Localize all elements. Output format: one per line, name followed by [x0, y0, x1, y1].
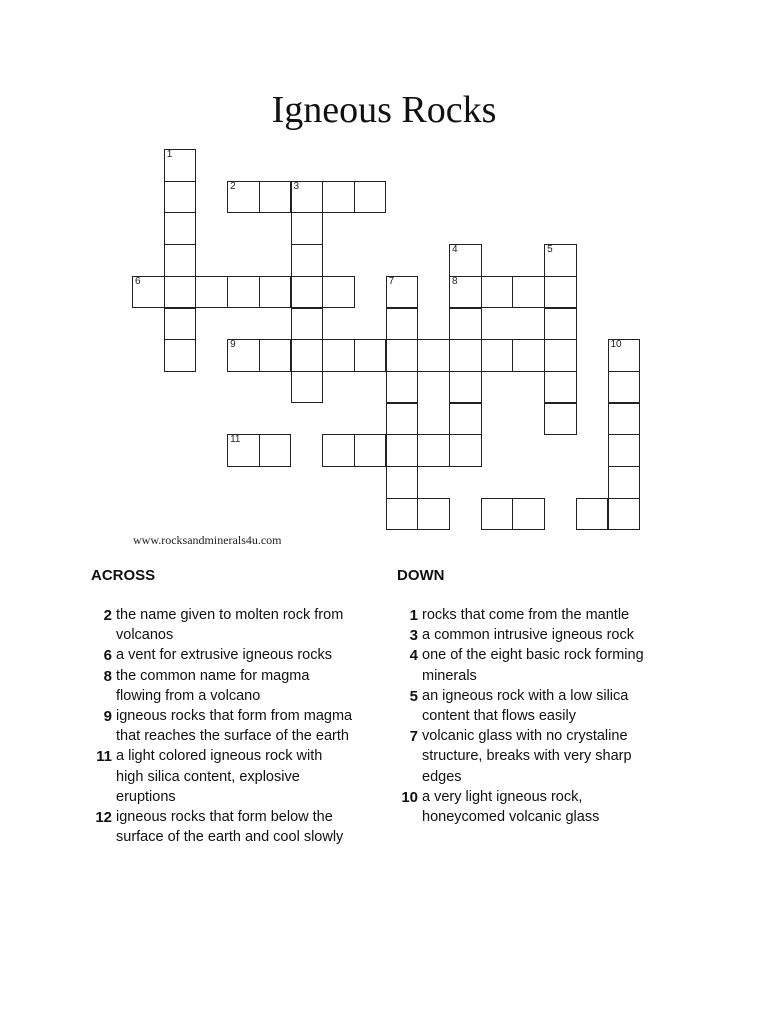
grid-cell[interactable]	[386, 371, 419, 404]
clue-number: 7	[409, 728, 418, 746]
grid-cell[interactable]	[354, 434, 387, 467]
grid-cell[interactable]	[322, 276, 355, 309]
clue-number: 4	[409, 647, 418, 665]
clue-text: eruptions	[116, 788, 176, 805]
grid-cell[interactable]	[322, 434, 355, 467]
clue-number: 9	[103, 708, 112, 726]
grid-cell[interactable]	[291, 181, 324, 214]
clue-text: an igneous rock with a low silica	[422, 687, 629, 704]
across-clue	[96, 746, 391, 807]
grid-cell[interactable]	[544, 276, 577, 309]
grid-cell[interactable]	[291, 371, 324, 404]
clue-text: edges	[422, 768, 462, 785]
clue-number: 10	[401, 788, 418, 806]
clue-number: 5	[409, 687, 418, 705]
grid-cell[interactable]	[449, 339, 482, 372]
grid-cell[interactable]	[576, 498, 609, 531]
clue-number: 3	[409, 627, 418, 645]
grid-cell[interactable]	[481, 498, 514, 531]
grid-cell[interactable]	[291, 276, 324, 309]
grid-cell-number: 11	[230, 434, 241, 446]
clue-text: igneous rocks that form from magma	[116, 708, 353, 725]
grid-cell[interactable]	[164, 276, 197, 309]
down-clue-list	[401, 605, 697, 827]
clue-number: 12	[95, 809, 112, 827]
grid-cell[interactable]	[291, 244, 324, 277]
clue-text: rocks that come from the mantle	[422, 607, 630, 623]
down-clue	[409, 645, 697, 685]
grid-cell[interactable]	[164, 339, 197, 372]
clue-text: igneous rocks that form below the	[116, 809, 333, 826]
clue-text: volcanos	[116, 627, 174, 644]
across-clue	[103, 645, 391, 665]
grid-cell[interactable]	[259, 434, 292, 467]
grid-cell[interactable]	[164, 212, 197, 245]
grid-cell[interactable]	[608, 466, 641, 499]
down-clue	[409, 625, 697, 645]
clue-number: 2	[103, 607, 112, 624]
grid-cell[interactable]	[544, 244, 577, 277]
clue-text: flowing from a volcano	[116, 687, 261, 704]
clue-text: the common name for magma	[116, 667, 310, 684]
grid-cell-number: 4	[452, 244, 458, 256]
grid-cell[interactable]	[291, 339, 324, 372]
grid-cell[interactable]	[608, 434, 641, 467]
grid-cell[interactable]	[227, 181, 260, 214]
grid-cell[interactable]	[386, 434, 419, 467]
grid-cell-number: 7	[388, 275, 395, 287]
grid-cell[interactable]	[449, 371, 482, 404]
grid-cell[interactable]	[291, 212, 324, 245]
grid-cell[interactable]	[544, 308, 577, 341]
down-clue	[409, 686, 697, 726]
grid-cell[interactable]	[386, 276, 419, 309]
clue-number: 6	[103, 647, 112, 665]
grid-cell[interactable]	[481, 276, 514, 309]
clue-text: that reaches the surface of the earth	[116, 728, 349, 745]
page-title: Igneous Rocks	[271, 89, 497, 131]
grid-cell[interactable]	[544, 339, 577, 372]
grid-cell-number: 5	[547, 244, 553, 256]
grid-cell[interactable]	[386, 403, 419, 436]
clue-text: high silica content, explosive	[116, 768, 300, 785]
grid-cell[interactable]	[164, 244, 197, 277]
grid-cell[interactable]	[259, 339, 292, 372]
across-clue	[103, 666, 391, 706]
clue-text: content that flows easily	[422, 708, 576, 725]
grid-cell[interactable]	[449, 244, 482, 277]
grid-cell[interactable]	[449, 434, 482, 467]
grid-cell[interactable]	[544, 371, 577, 404]
grid-cell-number: 10	[610, 339, 622, 351]
clue-text: a common intrusive igneous rock	[422, 627, 634, 644]
grid-cell[interactable]	[354, 339, 387, 372]
clue-text: a very light igneous rock,	[422, 788, 583, 805]
grid-cell[interactable]	[481, 339, 514, 372]
grid-cell[interactable]	[417, 498, 450, 531]
grid-cell[interactable]	[449, 403, 482, 436]
grid-cell-number: 1	[166, 149, 173, 160]
clue-text: one of the eight basic rock forming	[422, 647, 644, 664]
grid-cell[interactable]	[608, 339, 641, 372]
grid-cell[interactable]	[608, 371, 641, 404]
grid-cell[interactable]	[386, 466, 419, 499]
grid-cell[interactable]	[322, 181, 355, 214]
across-clue	[95, 807, 391, 847]
grid-cell-number: 2	[230, 180, 236, 192]
clue-text: a vent for extrusive igneous rocks	[116, 647, 332, 664]
grid-cell[interactable]	[322, 339, 355, 372]
across-clue	[103, 706, 391, 746]
grid-cell[interactable]	[386, 308, 419, 341]
clue-text: surface of the earth and cool slowly	[116, 829, 344, 846]
clue-text: minerals	[422, 667, 477, 684]
grid-cell[interactable]	[544, 403, 577, 436]
across-clue	[103, 605, 391, 645]
clue-text: the name given to molten rock from	[116, 607, 344, 623]
grid-cell[interactable]	[512, 498, 545, 531]
grid-cell[interactable]	[132, 276, 165, 309]
grid-cell[interactable]	[259, 181, 292, 214]
down-heading: DOWN	[397, 567, 445, 584]
grid-cell[interactable]	[386, 498, 419, 531]
grid-cell[interactable]	[164, 181, 197, 214]
grid-cell[interactable]	[417, 434, 450, 467]
grid-cell[interactable]	[164, 149, 197, 182]
grid-cell[interactable]	[195, 276, 228, 309]
clue-number: 11	[96, 748, 112, 766]
grid-cell[interactable]	[227, 339, 260, 372]
grid-cell[interactable]	[608, 403, 641, 436]
grid-cell[interactable]	[449, 276, 482, 309]
grid-cell[interactable]	[449, 308, 482, 341]
across-clue-list	[95, 605, 391, 847]
clue-text: a light colored igneous rock with	[116, 748, 323, 765]
source-url: www.rocksandminerals4u.com	[133, 533, 282, 547]
grid-cell[interactable]	[227, 434, 260, 467]
down-clue	[401, 787, 697, 827]
grid-cell[interactable]	[164, 308, 197, 341]
clue-text: honeycomed volcanic glass	[422, 809, 600, 826]
grid-cell[interactable]	[259, 276, 292, 309]
grid-cell-number: 3	[293, 180, 300, 192]
down-clue	[409, 726, 697, 787]
across-heading: ACROSS	[91, 567, 156, 584]
grid-cell-number: 9	[230, 339, 236, 351]
clue-number: 8	[103, 667, 112, 685]
grid-cell[interactable]	[386, 339, 419, 372]
grid-cell[interactable]	[354, 181, 387, 214]
grid-cell[interactable]	[608, 498, 641, 531]
grid-cell-number: 8	[452, 275, 458, 287]
grid-cell[interactable]	[227, 276, 260, 309]
grid-cell-number: 6	[135, 275, 141, 287]
grid-cell[interactable]	[512, 276, 545, 309]
clue-number: 1	[409, 607, 418, 624]
clue-text: volcanic glass with no crystaline	[422, 728, 628, 745]
grid-cell[interactable]	[512, 339, 545, 372]
grid-cell[interactable]	[291, 308, 324, 341]
down-clue	[409, 605, 697, 625]
clue-text: structure, breaks with very sharp	[422, 748, 632, 765]
grid-cell[interactable]	[417, 339, 450, 372]
